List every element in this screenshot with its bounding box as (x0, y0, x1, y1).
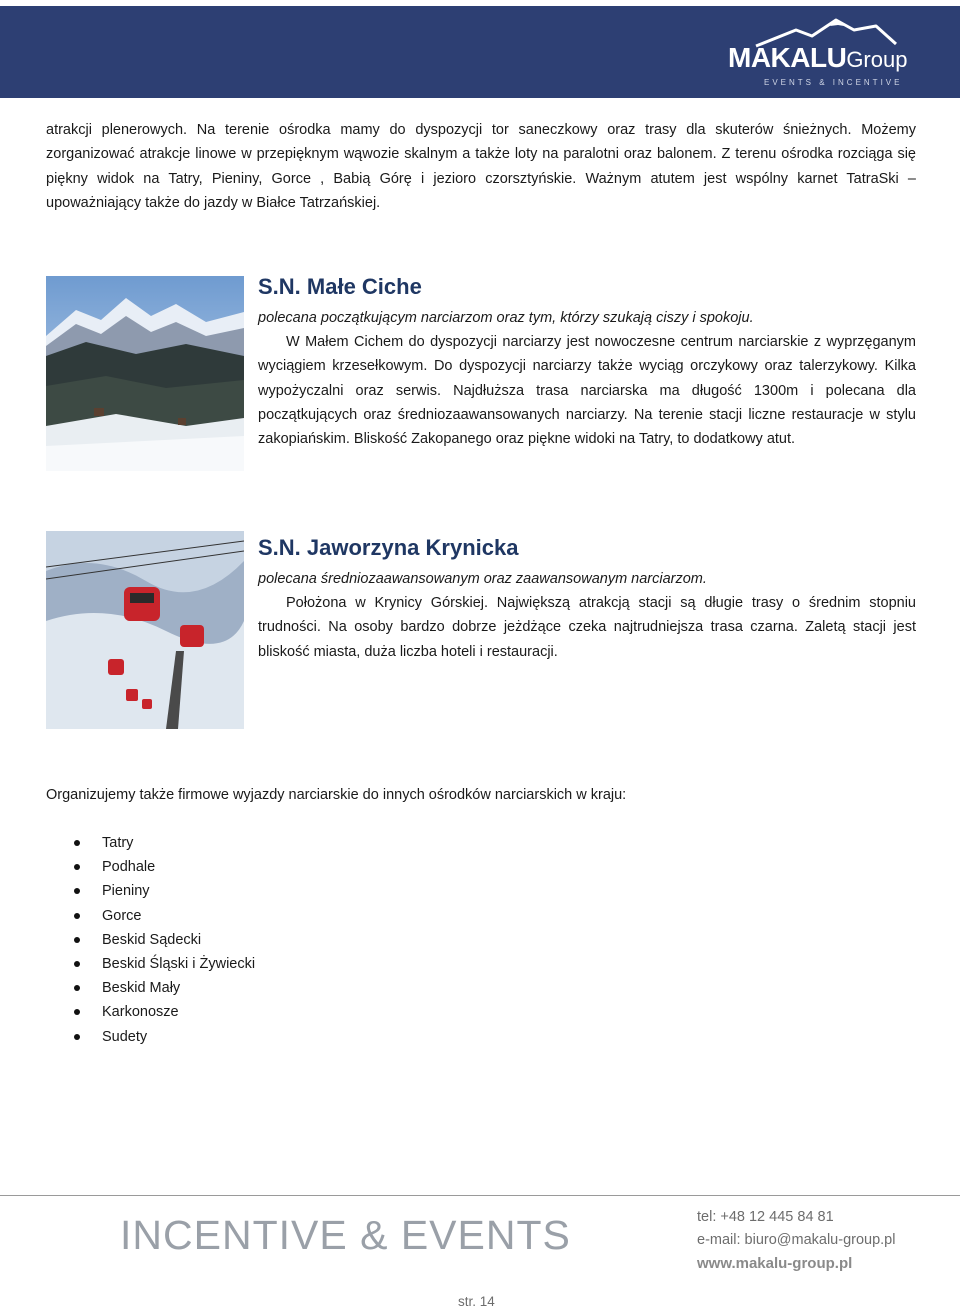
list-item (74, 952, 255, 976)
resort-title: S.N. Jaworzyna Krynicka (258, 535, 519, 560)
contact-info (697, 1206, 895, 1275)
bullet-icon (74, 1009, 80, 1015)
list-item-label: Gorce (102, 907, 142, 924)
bullet-icon (74, 937, 80, 943)
resort-male-ciche (258, 270, 916, 451)
email-address[interactable]: e-mail: biuro@makalu-group.pl (697, 1232, 896, 1248)
website-link[interactable]: www.makalu-group.pl (697, 1255, 853, 1272)
list-item (74, 928, 255, 952)
list-item-label: Pieniny (102, 883, 150, 900)
male-ciche-photo (46, 276, 244, 471)
list-item (74, 831, 255, 855)
resort-description: Położona w Krynicy Górskiej. Największą atrakcją stacji są długie trasy o średnim stopniu trudności. Na osoby bardzo dobrze jeżdżące czeka najtrudniejsza trasa czarna. Zaletą stacji jest bliskość miasta, duża liczba hoteli i restauracji. (258, 595, 916, 660)
list-item (74, 1000, 255, 1024)
list-item-label: Sudety (102, 1028, 148, 1045)
bullet-icon (74, 888, 80, 894)
list-item-label: Beskid Sądecki (102, 931, 202, 948)
jaworzyna-krynicka-photo (46, 531, 244, 729)
logo-bold-text: MAKALU (728, 42, 847, 73)
list-item (74, 904, 255, 928)
list-item-label: Tatry (102, 835, 134, 851)
list-item-label: Beskid Mały (102, 980, 181, 997)
intro-paragraph: atrakcji plenerowych. Na terenie ośrodka mamy do dyspozycji tor saneczkowy oraz trasy dla skuterów śnieżnych. Możemy zorganizować atrakcje linowe w przepięknym wąwozie skalnym a także loty na paralotni oraz balonem. Z terenu ośrodka rozciąga się piękny widok na Tatry, Pieniny, Gorce , Babią Górę i jezioro czorsztyńskie. Ważnym atutem jest wspólny karnet TatraSki – upoważniający także do jazdy w Białce Tatrzańskiej. (46, 122, 916, 211)
phone-number: tel: +48 12 445 84 81 (697, 1209, 834, 1225)
gondola-lift-image (46, 531, 244, 729)
mountain-landscape-image (46, 276, 244, 471)
bullet-icon (74, 985, 80, 991)
makalu-logo[interactable] (726, 18, 908, 90)
regions-lead: Organizujemy także firmowe wyjazdy narciarskie do innych ośrodków narciarskich w kraju: (46, 787, 627, 803)
logo-thin-text: Group (846, 47, 908, 72)
list-item (74, 879, 255, 903)
logo-tagline: EVENTS & INCENTIVE (764, 78, 903, 87)
page-number: str. 14 (458, 1294, 495, 1309)
footer-brand: INCENTIVE & EVENTS (120, 1212, 571, 1258)
bullet-icon (74, 840, 80, 846)
regions-list (74, 831, 255, 1049)
resort-title: S.N. Małe Ciche (258, 274, 422, 299)
bullet-icon (74, 913, 80, 919)
bullet-icon (74, 961, 80, 967)
header-bar (0, 6, 960, 98)
list-item-label: Beskid Śląski i Żywiecki (102, 955, 256, 972)
logo-wordmark (728, 42, 907, 74)
list-item (74, 855, 255, 879)
list-item (74, 1025, 255, 1049)
resort-jaworzyna-krynicka (258, 531, 916, 664)
footer-divider (0, 1195, 960, 1196)
resort-description: W Małem Cichem do dyspozycji narciarzy jest nowoczesne centrum narciarskie z wyprzęganym wyciągiem krzesełkowym. Do dyspozycji narciarzy także wyciąg orczykowy oraz talerzykowy. Kilka wypożyczalni oraz serwis. Najdłuższa trasa narciarska ma długość 1300m i polecana dla początkujących oraz średniozaawansowanych narciarzy. Na terenie stacji liczne restauracje w stylu zakopiańskim. Bliskość Zakopanego oraz piękne widoki na Tatry, to dodatkowy atut. (258, 334, 916, 448)
bullet-icon (74, 864, 80, 870)
resort-subtitle: polecana początkującym narciarzom oraz tym, którzy szukają ciszy i spokoju. (258, 310, 754, 326)
list-item-label: Karkonosze (102, 1004, 179, 1021)
list-item (74, 976, 255, 1000)
bullet-icon (74, 1034, 80, 1040)
resort-subtitle: polecana średniozaawansowanym oraz zaawansowanym narciarzom. (258, 571, 707, 587)
list-item-label: Podhale (102, 859, 156, 876)
